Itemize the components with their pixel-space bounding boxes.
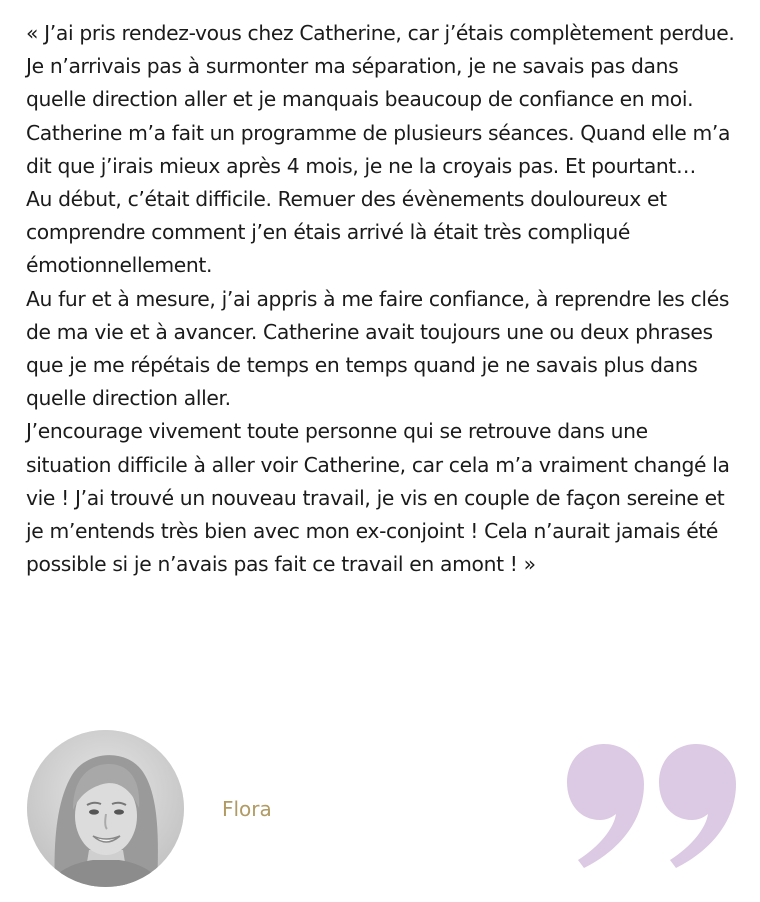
testimonial-paragraph: Catherine m’a fait un programme de plusieurs séances. Quand elle m’a dit que j’irais mieux après 4 mois, je ne la croyais pas. Et pourtant… xyxy=(26,120,731,178)
testimonial-text xyxy=(26,17,738,581)
testimonial-paragraph: Au début, c’était difficile. Remuer des évènements douloureux et comprendre comment j’en étais arrivé là était très compliqué émotionnellement. xyxy=(26,187,667,278)
closing-quote-icon xyxy=(562,742,740,870)
portrait-photo xyxy=(27,730,184,887)
author-name: Flora xyxy=(222,797,272,821)
testimonial-paragraph: Au fur et à mesure, j’ai appris à me faire confiance, à reprendre les clés de ma vie et à avancer. Catherine avait toujours une ou deux phrases que je me répétais de temps en temps quand je ne savais plus dans quelle direction aller. xyxy=(26,286,730,411)
testimonial-paragraph: J’encourage vivement toute personne qui se retrouve dans une situation difficile à aller voir Catherine, car cela m’a vraiment changé la vie ! J’ai trouvé un nouveau travail, je vis en couple de façon sereine et je m’entends très bien avec mon ex-conjoint ! Cela n’aurait jamais été possible si je n’avais pas fait ce travail en amont ! » xyxy=(26,419,730,577)
testimonial-paragraph: « J’ai pris rendez-vous chez Catherine, car j’étais complètement perdue. Je n’arrivais pas à surmonter ma séparation, je ne savais pas dans quelle direction aller et je manquais beaucoup de confiance en moi. xyxy=(26,21,735,112)
avatar xyxy=(27,730,184,887)
